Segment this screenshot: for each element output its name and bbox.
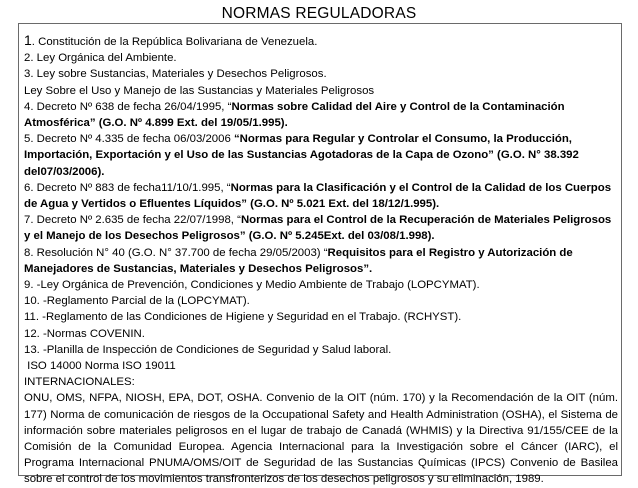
international-paragraph: ONU, OMS, NFPA, NIOSH, EPA, DOT, OSHA. Convenio de la OIT (núm. 170) y la Recomendación de la OIT (núm. 177) Norma de comunicación de riesgos de la Occupational Safety and Health Administration (OSHA), el Sistema de información sobre materiales peligrosos en el lugar de trabajo de Canadá (WHMIS) y la Directiva 91/155/CEE de la Comisión de la Comunidad Europea. Agencia Internacional para la Investigación sobre el Cáncer (IARC), el Programa Internacional PNUMA/OMS/OIT de Seguridad de las Sustancias Químicas (IPCS) Convenio de Basilea sobre el control de los movimientos transfronterizos de los desechos peligrosos y su eliminación, 1989. <box>24 392 618 486</box>
list-item-8 <box>24 245 618 277</box>
list-item-text: 5. Decreto Nº 4.335 de fecha 06/03/2006 <box>24 133 234 146</box>
list-item-2: 2. Ley Orgánica del Ambiente. <box>24 52 177 65</box>
list-item-13: 13. -Planilla de Inspección de Condiciones de Seguridad y Salud laboral. <box>24 343 392 356</box>
list-item-bold-text: “Normas para Regular y Controlar el Consumo, la Producción, Importación, Exportación y el Uso de las Sustancias Agotadoras de la Capa de Ozono” (G.O. N° 38.392 del07/03/2006). <box>24 133 579 178</box>
regulations-list <box>24 32 618 488</box>
list-item-text: 4. Decreto Nº 638 de fecha 26/04/1995, “ <box>24 100 232 113</box>
list-item-text: 6. Decreto Nº 883 de fecha11/10/1.995, “ <box>24 181 231 194</box>
list-item-4 <box>24 99 618 131</box>
list-item-1 <box>24 32 618 50</box>
list-item-3: 3. Ley sobre Sustancias, Materiales y Desechos Peligrosos. <box>24 68 327 81</box>
list-item-7 <box>24 212 618 244</box>
list-item-bold-text: Normas para la Clasificación y el Control de la Calidad de los Cuerpos de Agua y Vertidos o Efluentes Líquidos” (G.O. Nº 5.021 Ext. del 18/12/1.995). <box>24 181 612 211</box>
list-item-12: 12. -Normas COVENIN. <box>24 327 145 340</box>
list-item-10: 10. -Reglamento Parcial de la (LOPCYMAT). <box>24 295 250 308</box>
list-item-number: 1 <box>24 32 32 48</box>
list-item-bold-text: Normas para el Control de la Recuperación de Materiales Peligrosos y el Manejo de los Desechos Peligrosos” (G.O. Nº 5.245Ext. del 03/08/1.998). <box>24 214 612 243</box>
list-item-bold-text: Requisitos para el Registro y Autorización de Manejadores de Sustancias, Materiales y Desechos Peligrosos”. <box>24 246 573 275</box>
list-item-6 <box>24 180 618 212</box>
page-title: NORMAS REGULADORAS <box>221 5 417 22</box>
list-item-9: 9. -Ley Orgánica de Prevención, Condiciones y Medio Ambiente de Trabajo (LOPCYMAT). <box>24 279 480 292</box>
list-item-5 <box>24 131 618 180</box>
section-heading-international: INTERNACIONALES: <box>24 376 135 389</box>
list-item-3b: Ley Sobre el Uso y Manejo de las Sustancias y Materiales Peligrosos <box>24 84 375 97</box>
list-item-bold-text: Normas sobre Calidad del Aire y Control de la Contaminación Atmosférica” (G.O. Nº 4.899 Ext. del 19/05/1.995). <box>24 100 565 130</box>
list-item-text: 7. Decreto Nº 2.635 de fecha 22/07/1998, “ <box>24 214 241 227</box>
list-item-text: . Constitución de la República Bolivariana de Venezuela. <box>31 36 318 48</box>
list-item-iso: ISO 14000 Norma ISO 19011 <box>24 360 176 373</box>
list-item-11: 11. -Reglamento de las Condiciones de Higiene y Seguridad en el Trabajo. (RCHYST). <box>24 311 462 324</box>
list-item-text: 8. Resolución N° 40 (G.O. N° 37.700 de fecha 29/05/2003) “ <box>24 246 328 259</box>
